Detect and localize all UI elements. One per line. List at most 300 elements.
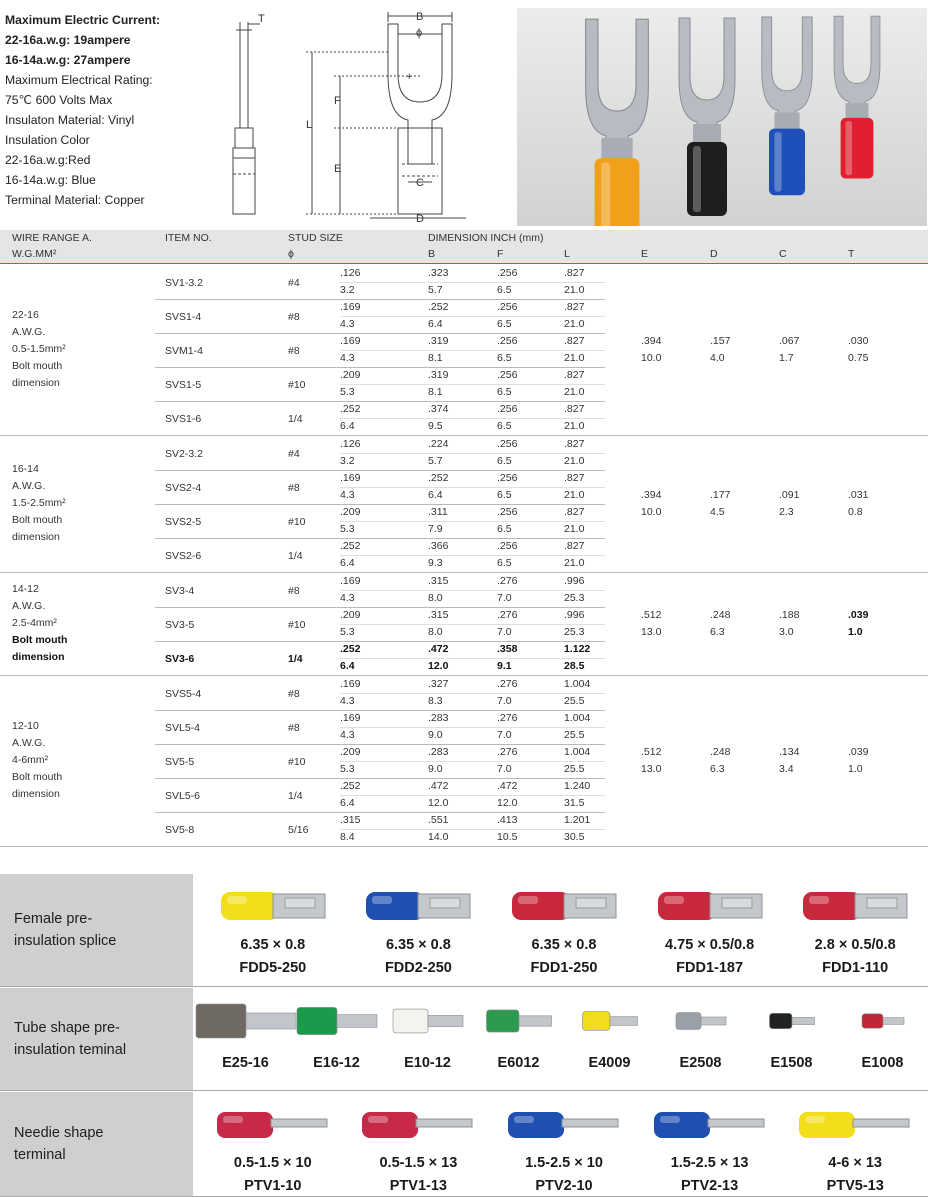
product-image xyxy=(504,882,624,932)
product-model: FDD1-187 xyxy=(676,960,744,976)
dim-b-inch: .551 xyxy=(428,814,449,826)
dim-t-mm: 0.8 xyxy=(848,506,863,518)
item-no: SVL5-4 xyxy=(165,722,201,734)
dim-l-inch: 1.201 xyxy=(564,814,591,826)
dim-phi-mm: 3.2 xyxy=(340,284,355,296)
product-image xyxy=(650,882,770,932)
wire-range-line: Bolt mouth xyxy=(12,771,63,783)
row-subdivider xyxy=(340,795,605,796)
dim-phi-mm: 5.3 xyxy=(340,386,355,398)
dim-e-inch: .394 xyxy=(641,335,662,347)
wire-range-group xyxy=(12,461,66,546)
dim-f-inch: .256 xyxy=(497,301,518,313)
dim-f-mm: 6.5 xyxy=(497,455,512,467)
dim-phi-inch: .209 xyxy=(340,369,361,381)
product-model: E1508 xyxy=(770,1055,813,1071)
group-divider xyxy=(0,846,928,847)
wire-range-line: 22-16 xyxy=(12,309,39,321)
product-model: FDD1-250 xyxy=(530,960,598,976)
item-no: SVS5-4 xyxy=(165,688,202,700)
product-image xyxy=(504,1100,624,1150)
dim-f-inch: .413 xyxy=(497,814,518,826)
dim-phi-inch: .209 xyxy=(340,746,361,758)
item-no: SVS2-4 xyxy=(165,482,202,494)
dim-e-inch: .394 xyxy=(641,489,662,501)
group-divider xyxy=(0,675,928,676)
dim-f-mm: 7.0 xyxy=(497,626,512,638)
product-model: PTV1-10 xyxy=(244,1178,302,1194)
dim-f-mm: 9.1 xyxy=(497,660,512,672)
dim-e-mm: 13.0 xyxy=(641,626,662,638)
stud-size: 1/4 xyxy=(288,413,303,425)
dim-f-mm: 6.5 xyxy=(497,420,512,432)
dim-l-mm: 25.5 xyxy=(564,763,585,775)
row-subdivider xyxy=(340,624,605,625)
spec-line: Maximum Electric Current: xyxy=(5,13,161,27)
dim-b-inch: .315 xyxy=(428,575,449,587)
spec-line: 22-16a.w.g: 19ampere xyxy=(5,33,131,47)
wire-range-line: 12-10 xyxy=(12,720,39,732)
dim-phi-inch: .315 xyxy=(340,814,361,826)
item-no: SV2-3.2 xyxy=(165,448,203,460)
header-col-l: L xyxy=(564,248,570,260)
product-size: 0.5-1.5 × 13 xyxy=(379,1155,458,1171)
spec-line: Insulation Color xyxy=(5,133,90,147)
header-stud-phi: ϕ xyxy=(288,248,294,260)
product-size: 0.5-1.5 × 10 xyxy=(233,1155,312,1171)
dim-l-mm: 21.0 xyxy=(564,318,585,330)
row-divider xyxy=(155,778,605,779)
row-subdivider xyxy=(340,761,605,762)
dim-f-mm: 7.0 xyxy=(497,729,512,741)
dim-t-mm: 1.0 xyxy=(848,626,863,638)
dim-f-inch: .472 xyxy=(497,780,518,792)
dim-phi-inch: .209 xyxy=(340,609,361,621)
spec-line: Maximum Electrical Rating: xyxy=(5,73,153,87)
spade-terminal xyxy=(834,16,880,178)
dim-phi-inch: .252 xyxy=(340,780,361,792)
item-no: SV1-3.2 xyxy=(165,277,203,289)
product-model: E1008 xyxy=(861,1055,904,1071)
dim-phi-mm: 5.3 xyxy=(340,626,355,638)
dim-c-inch: .134 xyxy=(779,746,800,758)
product-section xyxy=(0,988,928,1090)
dim-l-mm: 31.5 xyxy=(564,797,585,809)
header-col-e: E xyxy=(641,248,649,260)
dim-l-inch: .827 xyxy=(564,403,585,415)
dim-phi-mm: 8.4 xyxy=(340,831,355,843)
dim-phi-mm: 4.3 xyxy=(340,729,355,741)
dim-b-mm: 8.1 xyxy=(428,386,443,398)
product-model: FDD1-110 xyxy=(822,960,889,976)
product-size: 6.35 × 0.8 xyxy=(385,937,451,953)
stud-size: #8 xyxy=(288,345,300,357)
spec-line: 22-16a.w.g:Red xyxy=(5,153,91,167)
dim-b-inch: .311 xyxy=(428,506,448,518)
dim-f-mm: 6.5 xyxy=(497,557,512,569)
dim-b-inch: .366 xyxy=(428,540,449,552)
wire-range-line: A.W.G. xyxy=(12,480,46,492)
wire-range-line: Bolt mouth xyxy=(12,514,63,526)
product-model: E25-16 xyxy=(222,1055,269,1071)
dim-b-mm: 8.0 xyxy=(428,592,443,604)
dim-l-inch: .827 xyxy=(564,369,585,381)
header-stud-size: STUD SIZE xyxy=(288,232,343,244)
dim-phi-mm: 6.4 xyxy=(340,420,355,432)
dim-f-inch: .256 xyxy=(497,540,518,552)
wire-range-group xyxy=(12,581,67,666)
row-subdivider xyxy=(340,555,605,556)
dim-phi-inch: .169 xyxy=(340,335,361,347)
dim-l-mm: 25.3 xyxy=(564,626,585,638)
dim-f-inch: .256 xyxy=(497,438,518,450)
product-model: FDD5-250 xyxy=(239,960,307,976)
dim-f-inch: .256 xyxy=(497,335,518,347)
dim-f-mm: 12.0 xyxy=(497,797,518,809)
dim-phi-inch: .169 xyxy=(340,472,361,484)
dim-phi-mm: 6.4 xyxy=(340,557,355,569)
dim-b-mm: 14.0 xyxy=(428,831,449,843)
dim-e-mm: 10.0 xyxy=(641,352,662,364)
dim-l-inch: 1.004 xyxy=(564,678,591,690)
wire-range-line: 14-12 xyxy=(12,583,39,595)
terminal-dimension-drawing xyxy=(220,4,480,226)
dim-t-inch: .030 xyxy=(848,335,869,347)
dim-l-label: L xyxy=(306,119,313,131)
dim-e-inch: .512 xyxy=(641,746,662,758)
product-model: E10-12 xyxy=(404,1055,451,1071)
section-label xyxy=(0,874,193,986)
wire-range-line: dimension xyxy=(12,788,60,800)
dim-b-inch: .252 xyxy=(428,472,449,484)
dim-f-inch: .256 xyxy=(497,403,518,415)
wire-range-line: 4-6mm² xyxy=(12,754,49,766)
wire-range-line: A.W.G. xyxy=(12,600,46,612)
dim-f-inch: .256 xyxy=(497,369,518,381)
stud-size: 1/4 xyxy=(288,653,303,665)
product-size: 1.5-2.5 × 10 xyxy=(525,1155,603,1171)
dim-b-inch: .224 xyxy=(428,438,449,450)
dim-f-inch: .358 xyxy=(497,643,518,655)
dim-phi-inch: .169 xyxy=(340,575,361,587)
dim-f-mm: 10.5 xyxy=(497,831,518,843)
dim-b-inch: .319 xyxy=(428,369,449,381)
dim-b-inch: .374 xyxy=(428,403,449,415)
dim-t-mm: 1.0 xyxy=(848,763,863,775)
spade-terminal-photo xyxy=(517,8,927,226)
dim-b-mm: 8.1 xyxy=(428,352,443,364)
dim-f-mm: 6.5 xyxy=(497,489,512,501)
dim-l-mm: 21.0 xyxy=(564,557,585,569)
dim-b-mm: 8.0 xyxy=(428,626,443,638)
row-subdivider xyxy=(340,693,605,694)
wire-range-line: A.W.G. xyxy=(12,737,46,749)
section-label-line: insulation teminal xyxy=(14,1042,127,1058)
row-divider xyxy=(155,401,605,402)
header-col-d: D xyxy=(710,248,718,260)
dim-t-inch: .039 xyxy=(848,746,869,758)
dim-c-mm: 1.7 xyxy=(779,352,794,364)
dim-phi-mm: 4.3 xyxy=(340,489,355,501)
row-divider xyxy=(155,812,605,813)
dim-t-inch: .039 xyxy=(848,609,869,621)
dim-b-inch: .472 xyxy=(428,643,449,655)
row-divider xyxy=(155,299,605,300)
dim-t-label: T xyxy=(258,13,265,25)
dim-c-inch: .067 xyxy=(779,335,800,347)
product-model: PTV2-13 xyxy=(680,1178,739,1194)
row-subdivider xyxy=(340,453,605,454)
section-label-line: insulation splice xyxy=(14,933,117,949)
stud-size: 1/4 xyxy=(288,550,303,562)
dim-l-inch: .827 xyxy=(564,540,585,552)
item-no: SV3-6 xyxy=(165,653,195,665)
dim-l-mm: 28.5 xyxy=(564,660,585,672)
product-size: 4.75 × 0.5/0.8 xyxy=(665,937,755,953)
dim-center-mark: + xyxy=(406,71,413,83)
dim-b-mm: 9.0 xyxy=(428,729,443,741)
section-label-line: Tube shape pre- xyxy=(14,1020,120,1036)
product-size: 2.8 × 0.5/0.8 xyxy=(814,937,896,953)
dim-b-inch: .252 xyxy=(428,301,449,313)
dim-d-inch: .157 xyxy=(710,335,731,347)
row-subdivider xyxy=(340,350,605,351)
dim-l-inch: .827 xyxy=(564,506,585,518)
stud-size: #4 xyxy=(288,277,300,289)
dim-b-inch: .315 xyxy=(428,609,449,621)
spec-line: Terminal Material: Copper xyxy=(5,193,145,207)
item-no: SVM1-4 xyxy=(165,345,203,357)
dim-f-mm: 6.5 xyxy=(497,386,512,398)
wire-range-line: Bolt mouth xyxy=(12,360,63,372)
product-size: 1.5-2.5 × 13 xyxy=(670,1155,749,1171)
dim-f-mm: 7.0 xyxy=(497,763,512,775)
dim-l-inch: .827 xyxy=(564,438,585,450)
product-model: E16-12 xyxy=(313,1055,360,1071)
dim-c-mm: 3.4 xyxy=(779,763,794,775)
dim-l-inch: .827 xyxy=(564,267,585,279)
item-no: SVS2-5 xyxy=(165,516,202,528)
dim-l-mm: 21.0 xyxy=(564,489,585,501)
group-divider xyxy=(0,572,928,573)
dim-phi-mm: 4.3 xyxy=(340,352,355,364)
header-col-t: T xyxy=(848,248,855,260)
wire-range-group xyxy=(12,307,66,392)
product-section xyxy=(0,1092,928,1196)
product-image xyxy=(213,1100,333,1150)
item-no: SVL5-6 xyxy=(165,790,201,802)
spec-list xyxy=(5,10,160,210)
item-no: SV5-8 xyxy=(165,824,195,836)
dim-f-inch: .276 xyxy=(497,678,518,690)
section-label-line: Female pre- xyxy=(14,911,93,927)
dim-b-inch: .319 xyxy=(428,335,449,347)
stud-size: #8 xyxy=(288,311,300,323)
dim-b-inch: .323 xyxy=(428,267,449,279)
dim-c-label: C xyxy=(416,177,424,189)
row-subdivider xyxy=(340,418,605,419)
item-no: SVS2-6 xyxy=(165,550,202,562)
dim-f-inch: .256 xyxy=(497,472,518,484)
spade-terminal xyxy=(679,18,735,216)
product-model: PTV5-13 xyxy=(826,1178,884,1194)
dim-t-inch: .031 xyxy=(848,489,869,501)
header-item-no: ITEM NO. xyxy=(165,232,212,244)
dim-d-label: D xyxy=(416,213,424,225)
dim-l-mm: 21.0 xyxy=(564,284,585,296)
dim-b-mm: 5.7 xyxy=(428,284,443,296)
dim-c-mm: 2.3 xyxy=(779,506,794,518)
spec-line: 75℃ 600 Volts Max xyxy=(5,93,113,107)
stud-size: #8 xyxy=(288,688,300,700)
stud-size: #4 xyxy=(288,448,300,460)
stud-size: #10 xyxy=(288,756,306,768)
dim-l-inch: .827 xyxy=(564,301,585,313)
wire-range-line: 16-14 xyxy=(12,463,39,475)
row-divider xyxy=(155,367,605,368)
stud-size: #8 xyxy=(288,722,300,734)
dim-d-mm: 4.5 xyxy=(710,506,725,518)
spade-terminal xyxy=(762,17,812,195)
row-subdivider xyxy=(340,727,605,728)
spec-line: 16-14a.w.g: 27ampere xyxy=(5,53,131,67)
product-image xyxy=(358,1100,478,1150)
dim-f-mm: 6.5 xyxy=(497,318,512,330)
product-model: E4009 xyxy=(588,1055,631,1071)
dim-b-inch: .283 xyxy=(428,746,449,758)
dim-phi-mm: 4.3 xyxy=(340,695,355,707)
dim-l-mm: 25.5 xyxy=(564,729,585,741)
dim-b-mm: 9.0 xyxy=(428,763,443,775)
dim-b-mm: 5.7 xyxy=(428,455,443,467)
dim-b-mm: 9.3 xyxy=(428,557,443,569)
dim-e-mm: 10.0 xyxy=(641,506,662,518)
row-subdivider xyxy=(340,658,605,659)
dim-l-inch: .996 xyxy=(564,575,585,587)
dim-f-mm: 7.0 xyxy=(497,592,512,604)
dim-l-mm: 25.3 xyxy=(564,592,585,604)
wire-range-line: dimension xyxy=(12,531,60,543)
dim-c-inch: .091 xyxy=(779,489,800,501)
dim-phi-mm: 6.4 xyxy=(340,660,355,672)
dim-d-mm: 4.0 xyxy=(710,352,725,364)
spec-line: Insulaton Material: Vinyl xyxy=(5,113,135,127)
product-model: PTV2-10 xyxy=(535,1178,593,1194)
product-model: FDD2-250 xyxy=(384,960,452,976)
dim-phi-mm: 3.2 xyxy=(340,455,355,467)
dim-l-mm: 21.0 xyxy=(564,523,585,535)
dim-e-inch: .512 xyxy=(641,609,662,621)
product-image xyxy=(795,1100,915,1150)
dim-e-mm: 13.0 xyxy=(641,763,662,775)
dim-l-inch: .827 xyxy=(564,335,585,347)
product-size: 6.35 × 0.8 xyxy=(240,937,306,953)
dim-f-inch: .256 xyxy=(497,506,518,518)
row-subdivider xyxy=(340,487,605,488)
product-model: PTV1-13 xyxy=(389,1178,447,1194)
dim-phi-mm: 5.3 xyxy=(340,763,355,775)
dim-phi-inch: .252 xyxy=(340,643,361,655)
dim-f-inch: .276 xyxy=(497,712,518,724)
group-divider xyxy=(0,435,928,436)
dim-phi-inch: .169 xyxy=(340,678,361,690)
row-subdivider xyxy=(340,590,605,591)
dim-phi-mm: 4.3 xyxy=(340,318,355,330)
wire-range-line: dimension xyxy=(12,651,65,663)
dim-f-label: F xyxy=(334,95,341,107)
stud-size: #8 xyxy=(288,482,300,494)
section-label-line: Needie shape xyxy=(14,1125,104,1141)
section-label-line: terminal xyxy=(14,1147,66,1163)
dim-phi-inch: .169 xyxy=(340,712,361,724)
dim-b-mm: 12.0 xyxy=(428,797,449,809)
dim-phi-mm: 4.3 xyxy=(340,592,355,604)
dim-f-inch: .256 xyxy=(497,267,518,279)
row-divider xyxy=(155,333,605,334)
dim-t-mm: 0.75 xyxy=(848,352,869,364)
wire-range-line: 1.5-2.5mm² xyxy=(12,497,66,509)
stud-size: #10 xyxy=(288,619,306,631)
dim-phi-inch: .209 xyxy=(340,506,361,518)
row-divider xyxy=(155,607,605,608)
stud-size: #8 xyxy=(288,585,300,597)
header-wire-range: WIRE RANGE A. xyxy=(12,232,92,244)
stud-size: 5/16 xyxy=(288,824,309,836)
dim-d-mm: 6.3 xyxy=(710,626,725,638)
dim-d-inch: .177 xyxy=(710,489,731,501)
header-dimension: DIMENSION INCH (mm) xyxy=(428,232,544,244)
section-label xyxy=(0,988,193,1090)
wire-range-group xyxy=(12,718,62,803)
item-no: SV5-5 xyxy=(165,756,195,768)
product-size: 4-6 × 13 xyxy=(828,1155,882,1171)
dim-phi-inch: .126 xyxy=(340,267,361,279)
dim-l-inch: 1.004 xyxy=(564,746,591,758)
dim-f-inch: .276 xyxy=(497,746,518,758)
dim-l-mm: 21.0 xyxy=(564,386,585,398)
product-image xyxy=(358,882,478,932)
dim-phi-mm: 6.4 xyxy=(340,797,355,809)
row-subdivider xyxy=(340,316,605,317)
stud-size: #10 xyxy=(288,379,306,391)
wire-range-line: Bolt mouth xyxy=(12,634,68,646)
dim-b-mm: 8.3 xyxy=(428,695,443,707)
wire-range-line: A.W.G. xyxy=(12,326,46,338)
dim-l-inch: 1.240 xyxy=(564,780,591,792)
section-divider xyxy=(0,986,928,987)
dim-phi-inch: .252 xyxy=(340,540,361,552)
section-divider xyxy=(0,1090,928,1091)
dim-f-mm: 6.5 xyxy=(497,284,512,296)
dim-b-mm: 6.4 xyxy=(428,318,443,330)
dim-f-mm: 7.0 xyxy=(497,695,512,707)
product-model: E2508 xyxy=(679,1055,722,1071)
item-no: SVS1-6 xyxy=(165,413,202,425)
dim-b-mm: 9.5 xyxy=(428,420,443,432)
product-image xyxy=(213,882,333,932)
product-size: 6.35 × 0.8 xyxy=(531,937,597,953)
dim-phi-inch: .169 xyxy=(340,301,361,313)
dim-l-inch: 1.004 xyxy=(564,712,591,724)
header-col-b: B xyxy=(428,248,436,260)
dim-l-mm: 25.5 xyxy=(564,695,585,707)
row-subdivider xyxy=(340,384,605,385)
dim-l-inch: .827 xyxy=(564,472,585,484)
dim-d-mm: 6.3 xyxy=(710,763,725,775)
spade-terminal xyxy=(586,19,649,226)
header-wgmm: W.G.MM² xyxy=(12,248,57,260)
row-divider xyxy=(155,470,605,471)
